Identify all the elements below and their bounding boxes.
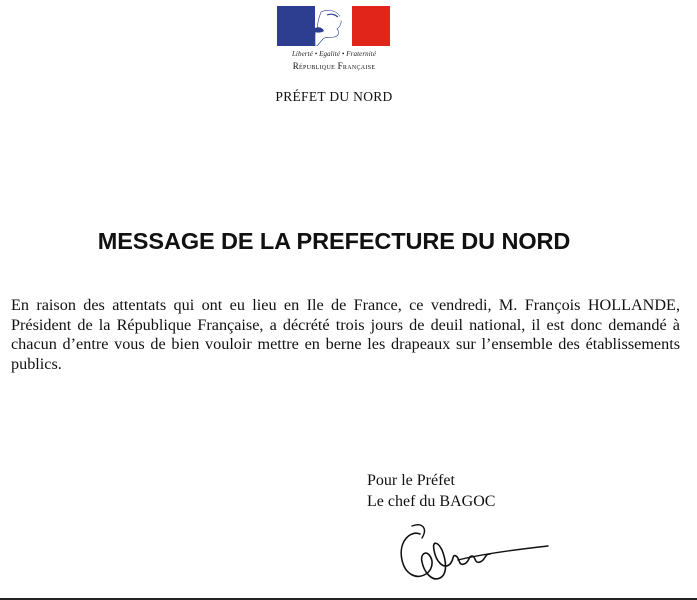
signature-block: [367, 470, 495, 512]
marianne-logo: [277, 6, 391, 71]
republic-name: République Française: [292, 61, 376, 71]
page-title: MESSAGE DE LA PREFECTURE DU NORD: [97, 228, 571, 254]
message-body: En raison des attentats qui ont eu lieu en Ile de France, ce vendredi, M. François HOLLANDE, Président de la République Française, a décrété trois jours de deuil national, il est donc demandé à chacun d’entre vous de bien vouloir mettre en berne les drapeaux sur l’ensemble des établissements publics.: [11, 296, 680, 373]
prefect-heading: PRÉFET DU NORD: [275, 89, 393, 104]
handwritten-signature: [392, 520, 552, 592]
signature-line-1: Pour le Préfet: [367, 472, 455, 489]
marianne-flag-icon: [277, 6, 390, 46]
signature-line-2: Le chef du BAGOC: [367, 493, 496, 510]
republic-motto: Liberté • Egalité • Fraternité: [291, 50, 377, 58]
